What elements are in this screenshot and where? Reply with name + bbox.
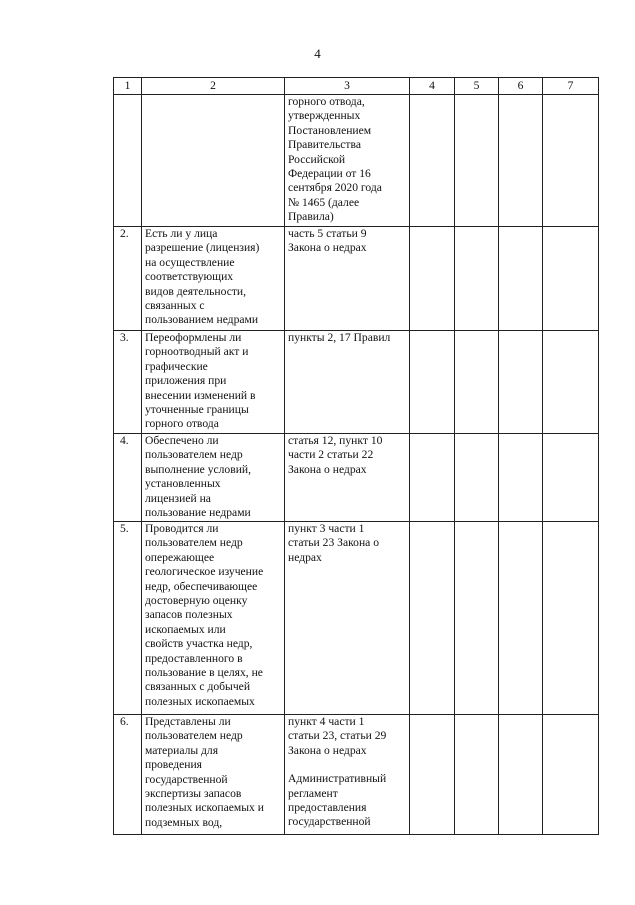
- question-line: графические: [145, 359, 208, 373]
- question-line: разрешение (лицензия): [145, 241, 260, 255]
- reference-cell: [285, 715, 410, 835]
- result-cell: [410, 522, 455, 715]
- question-line: пользование недрами: [145, 506, 251, 520]
- column-header: 4: [410, 78, 455, 95]
- reference-line: Закона о недрах: [288, 462, 367, 476]
- result-cell: [455, 95, 499, 227]
- result-cell: [499, 522, 543, 715]
- reference-line: Федерации от 16: [288, 167, 371, 181]
- reference-line: регламент: [288, 786, 338, 800]
- reference-line: сентября 2020 года: [288, 181, 382, 195]
- column-header: 3: [285, 78, 410, 95]
- reference-cell: [285, 227, 410, 331]
- reference-line: пункт 3 части 1: [288, 522, 365, 535]
- reference-line: статья 12, пункт 10: [288, 434, 383, 447]
- column-header-row: [114, 78, 599, 95]
- reference-spacer: [288, 758, 406, 772]
- result-cell: [543, 434, 599, 522]
- question-line: пользование в целях, не: [145, 666, 263, 680]
- question-line: опережающее: [145, 550, 215, 564]
- table-row: [114, 715, 599, 835]
- question-line: пользователем недр: [145, 729, 243, 743]
- question-line: запасов полезных: [145, 608, 233, 622]
- question-line: установленных: [145, 477, 221, 491]
- column-header: 7: [543, 78, 599, 95]
- question-cell: [142, 95, 285, 227]
- question-line: геологическое изучение: [145, 565, 264, 579]
- question-line: соответствующих: [145, 270, 234, 284]
- reference-cell: [285, 331, 410, 434]
- question-line: экспертизы запасов: [145, 787, 242, 801]
- result-cell: [499, 331, 543, 434]
- row-number: 5.: [114, 522, 142, 715]
- question-line: на осуществление: [145, 255, 235, 269]
- reference-line: Постановлением: [288, 123, 372, 137]
- table-row: [114, 434, 599, 522]
- result-cell: [543, 331, 599, 434]
- question-line: горного отвода: [145, 417, 219, 431]
- reference-line: Административный: [288, 772, 387, 786]
- reference-line: Правительства: [288, 138, 361, 152]
- reference-line: часть 5 статьи 9: [288, 227, 367, 240]
- reference-line: статьи 23, статьи 29: [288, 729, 387, 743]
- question-line: связанных с добычей: [145, 680, 251, 694]
- reference-cell: [285, 434, 410, 522]
- result-cell: [455, 331, 499, 434]
- table-row: [114, 331, 599, 434]
- row-number: 6.: [114, 715, 142, 835]
- question-line: полезных ископаемых и: [145, 801, 264, 815]
- question-line: полезных ископаемых: [145, 694, 255, 708]
- table-row: [114, 95, 599, 227]
- question-line: горноотводный акт и: [145, 345, 249, 359]
- question-cell: [142, 522, 285, 715]
- question-line: пользователем недр: [145, 448, 243, 462]
- reference-line: предоставления: [288, 801, 367, 815]
- column-header: 6: [499, 78, 543, 95]
- result-cell: [455, 227, 499, 331]
- row-number: 3.: [114, 331, 142, 434]
- reference-line: пункты 2, 17 Правил: [288, 331, 391, 344]
- result-cell: [455, 522, 499, 715]
- reference-line: утвержденных: [288, 109, 361, 123]
- question-cell: [142, 331, 285, 434]
- question-line: подземных вод,: [145, 815, 223, 829]
- question-line: материалы для: [145, 743, 219, 757]
- question-line: свойств участка недр,: [145, 637, 253, 651]
- reference-line: Закона о недрах: [288, 743, 367, 757]
- question-line: достоверную оценку: [145, 594, 248, 608]
- reference-line: Правила): [288, 210, 334, 224]
- table-row: [114, 227, 599, 331]
- reference-line: государственной: [288, 815, 371, 829]
- result-cell: [455, 434, 499, 522]
- reference-cell: [285, 522, 410, 715]
- reference-line: Российской: [288, 152, 346, 166]
- reference-line: горного отвода,: [288, 95, 365, 108]
- question-line: Представлены ли: [145, 715, 231, 728]
- reference-line: № 1465 (далее: [288, 195, 360, 209]
- result-cell: [410, 331, 455, 434]
- column-header: 5: [455, 78, 499, 95]
- question-line: государственной: [145, 772, 228, 786]
- question-cell: [142, 434, 285, 522]
- page-number: 4: [314, 46, 321, 61]
- question-line: Переоформлены ли: [145, 331, 242, 344]
- result-cell: [543, 227, 599, 331]
- question-line: предоставленного в: [145, 651, 243, 665]
- reference-line: пункт 4 части 1: [288, 715, 365, 728]
- question-line: пользованием недрами: [145, 313, 259, 327]
- reference-line: недрах: [288, 550, 322, 564]
- question-line: уточненные границы: [145, 403, 249, 417]
- result-cell: [543, 715, 599, 835]
- result-cell: [543, 95, 599, 227]
- row-number: 2.: [114, 227, 142, 331]
- checklist-table: [113, 77, 599, 835]
- result-cell: [410, 95, 455, 227]
- row-number: 4.: [114, 434, 142, 522]
- question-line: недр, обеспечивающее: [145, 579, 258, 593]
- reference-cell: [285, 95, 410, 227]
- table-row: [114, 522, 599, 715]
- column-header: 1: [114, 78, 142, 95]
- result-cell: [410, 715, 455, 835]
- result-cell: [499, 227, 543, 331]
- question-line: Проводится ли: [145, 522, 219, 535]
- question-line: приложения при: [145, 374, 227, 388]
- reference-line: части 2 статьи 22: [288, 448, 374, 462]
- question-line: внесении изменений в: [145, 388, 256, 402]
- question-line: проведения: [145, 758, 202, 772]
- result-cell: [410, 434, 455, 522]
- reference-line: статьи 23 Закона о: [288, 536, 379, 550]
- result-cell: [499, 434, 543, 522]
- result-cell: [543, 522, 599, 715]
- question-line: пользователем недр: [145, 536, 243, 550]
- result-cell: [499, 715, 543, 835]
- question-line: Обеспечено ли: [145, 434, 219, 447]
- question-line: Есть ли у лица: [145, 227, 218, 240]
- question-line: видов деятельности,: [145, 284, 247, 298]
- question-line: лицензией на: [145, 491, 211, 505]
- reference-line: Закона о недрах: [288, 241, 367, 255]
- question-line: ископаемых или: [145, 622, 226, 636]
- result-cell: [410, 227, 455, 331]
- question-cell: [142, 227, 285, 331]
- question-cell: [142, 715, 285, 835]
- question-line: выполнение условий,: [145, 462, 252, 476]
- row-number: [114, 95, 142, 227]
- result-cell: [455, 715, 499, 835]
- question-line: связанных с: [145, 299, 205, 313]
- column-header: 2: [142, 78, 285, 95]
- result-cell: [499, 95, 543, 227]
